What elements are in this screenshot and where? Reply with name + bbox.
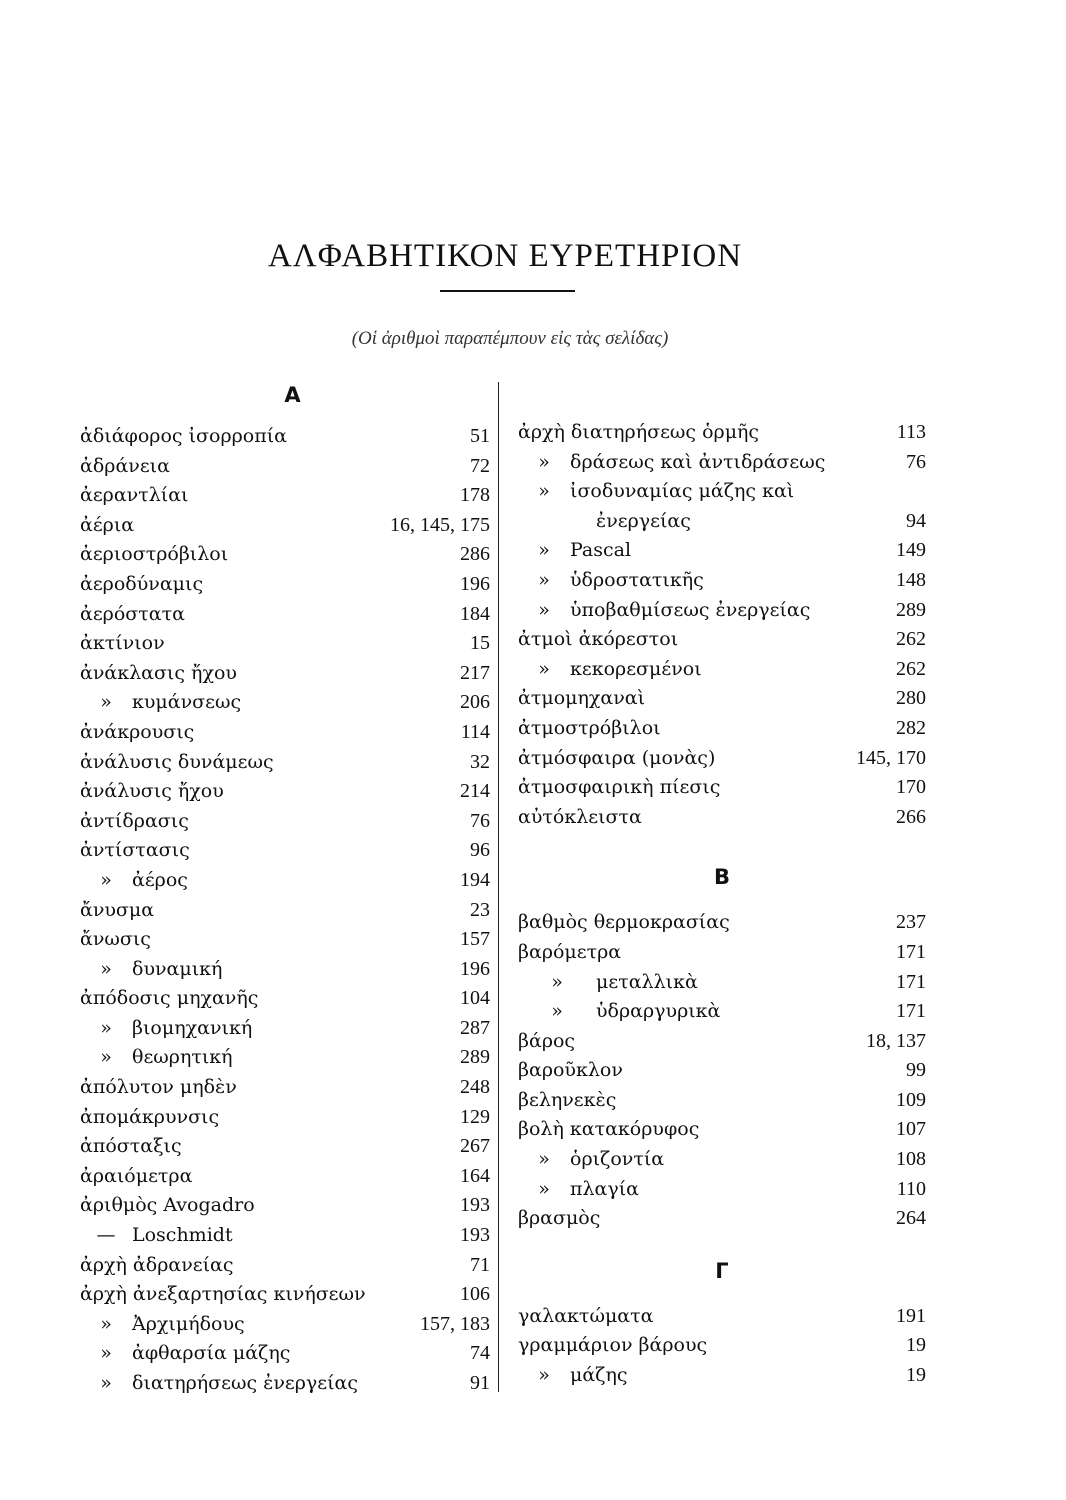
index-entry [80, 748, 490, 778]
index-entry [80, 1191, 490, 1221]
entry-term: βαροῦκλον [518, 1059, 623, 1082]
entry-page-number: 15 [470, 632, 490, 655]
index-list-gamma [518, 1302, 926, 1391]
entry-page-number: 109 [896, 1088, 926, 1111]
index-entry [80, 984, 490, 1014]
entry-term: δράσεως καὶ ἀντιδράσεως [570, 450, 826, 473]
entry-page-number: 262 [896, 628, 926, 651]
entry-page-number: 23 [470, 898, 490, 921]
index-entry [518, 1302, 926, 1332]
entry-page-number: 289 [460, 1046, 490, 1069]
entry-term: Ἀρχιμήδους [132, 1312, 245, 1335]
entry-term: βαρόμετρα [518, 940, 622, 963]
entry-page-number: 217 [460, 661, 490, 684]
index-entry [518, 596, 926, 626]
index-entry [518, 1145, 926, 1175]
entry-term: διατηρήσεως ἐνεργείας [132, 1372, 359, 1394]
entry-page-number: 170 [896, 776, 926, 799]
entry-page-number: 237 [896, 911, 926, 934]
entry-page-number: 214 [460, 780, 490, 803]
entry-page-number: 184 [460, 602, 490, 625]
entry-term: αὐτόκλειστα [518, 805, 642, 828]
entry-page-number: 157 [460, 928, 490, 951]
ditto-mark: » [100, 868, 112, 891]
entry-term: ἀρχὴ διατηρήσεως ὁρμῆς [518, 421, 760, 443]
entry-page-number: 106 [460, 1283, 490, 1306]
index-entry [518, 655, 926, 685]
index-entry [80, 570, 490, 600]
column-divider [498, 382, 499, 1392]
ditto-mark: » [538, 1148, 550, 1171]
section-letter-gamma: Γ [715, 1258, 729, 1283]
entry-page-number: 280 [896, 687, 926, 710]
index-entry [518, 997, 926, 1027]
entry-term: Pascal [570, 539, 632, 562]
entry-page-number: 51 [470, 425, 490, 447]
index-entry [518, 968, 926, 998]
entry-page-number: 196 [460, 572, 490, 595]
index-entry [518, 448, 926, 478]
entry-term: ἀεροδύναμις [80, 572, 204, 595]
index-entry [518, 1056, 926, 1086]
ditto-mark: » [100, 691, 112, 714]
index-entry [80, 600, 490, 630]
entry-term: ἀτμοσφαιρικὴ πίεσις [518, 776, 721, 799]
entry-term: ἀντίδρασις [80, 809, 189, 832]
entry-page-number: 74 [470, 1342, 490, 1365]
entry-term: ἀριθμὸς Avogadro [80, 1194, 255, 1217]
entry-page-number: 94 [906, 509, 926, 532]
index-entry [80, 1043, 490, 1073]
entry-page-number: 71 [470, 1253, 490, 1276]
entry-term: ὑποβαθμίσεως ἐνεργείας [570, 598, 811, 621]
index-entry [80, 896, 490, 926]
entry-term: ἀπόδοσις μηχανῆς [80, 987, 259, 1010]
entry-page-number: 178 [460, 484, 490, 507]
entry-term: βαθμὸς θερμοκρασίας [518, 911, 730, 934]
entry-term: ἀρχὴ ἀνεξαρτησίας κινήσεων [80, 1283, 366, 1306]
index-entry [80, 1073, 490, 1103]
entry-term: πλαγία [570, 1177, 639, 1200]
index-entry [80, 1369, 490, 1399]
entry-term: ὑδραργυρικὰ [596, 1000, 721, 1023]
index-entry [80, 481, 490, 511]
entry-page-number: 19 [906, 1334, 926, 1357]
entry-term: ἀερόστατα [80, 602, 185, 625]
ditto-mark: » [100, 957, 112, 980]
entry-page-number: 171 [896, 970, 926, 993]
entry-page-number: 164 [460, 1164, 490, 1187]
ditto-mark: » [100, 1312, 112, 1335]
index-entry [518, 625, 926, 655]
entry-term: ἀνάκλασις ἤχου [80, 661, 237, 684]
index-list-right-alpha [518, 418, 926, 832]
entry-page-number: 148 [896, 568, 926, 591]
entry-term: δυναμική [132, 957, 223, 980]
index-entry [80, 925, 490, 955]
entry-term: μεταλλικὰ [596, 970, 698, 993]
index-list-left [80, 422, 490, 1399]
index-entry [518, 566, 926, 596]
index-entry [80, 452, 490, 482]
index-entry [80, 1103, 490, 1133]
index-entry [518, 803, 926, 833]
entry-page-number: 110 [896, 1177, 926, 1200]
entry-page-number: 206 [460, 691, 490, 714]
ditto-mark: » [551, 1000, 563, 1023]
ditto-mark: » [538, 480, 550, 503]
ditto-mark: » [100, 1046, 112, 1069]
entry-term: ἀραιόμετρα [80, 1164, 193, 1187]
index-entry [80, 836, 490, 866]
entry-page-number: 193 [460, 1194, 490, 1217]
ditto-mark: » [100, 1016, 112, 1039]
index-entry [518, 507, 926, 537]
entry-page-number: 16, 145, 175 [390, 513, 490, 536]
index-entry [518, 684, 926, 714]
index-entry [80, 807, 490, 837]
ditto-mark: » [538, 568, 550, 591]
entry-page-number: 171 [896, 1000, 926, 1023]
section-letter-alpha: Α [284, 383, 301, 407]
entry-term: ἀκτίνιον [80, 632, 165, 655]
ditto-mark: » [538, 1364, 550, 1387]
index-entry [80, 1162, 490, 1192]
index-entry [518, 1027, 926, 1057]
index-entry [80, 659, 490, 689]
entry-term: ἀνάκρουσις [80, 720, 195, 743]
index-entry [80, 1014, 490, 1044]
ditto-mark: » [538, 598, 550, 621]
entry-term: ἀδράνεια [80, 454, 170, 477]
index-entry [518, 1115, 926, 1145]
entry-term: βάρος [518, 1029, 576, 1052]
entry-page-number: 191 [896, 1304, 926, 1327]
entry-page-number: 72 [470, 454, 490, 477]
index-entry [80, 866, 490, 896]
entry-page-number: 91 [470, 1372, 490, 1394]
entry-term: γαλακτώματα [518, 1304, 654, 1327]
index-entry [518, 908, 926, 938]
index-entry [518, 1331, 926, 1361]
entry-page-number: 157, 183 [420, 1312, 490, 1335]
ditto-mark: » [538, 1177, 550, 1200]
ditto-mark: » [100, 1372, 112, 1394]
entry-term: μάζης [570, 1364, 628, 1387]
entry-page-number: 171 [896, 940, 926, 963]
entry-page-number: 267 [460, 1135, 490, 1158]
entry-page-number: 114 [460, 720, 490, 743]
index-entry [80, 629, 490, 659]
entry-term: ἰσοδυναμίας μάζης καὶ [570, 480, 795, 503]
entry-term: ἀνάλυσις δυνάμεως [80, 750, 274, 773]
index-entry [518, 1175, 926, 1205]
entry-page-number: 96 [470, 839, 490, 862]
entry-term: Loschmidt [132, 1224, 233, 1247]
entry-term: ἀτμόσφαιρα (μονὰς) [518, 746, 716, 769]
entry-term: βεληνεκὲς [518, 1088, 617, 1111]
entry-term: θεωρητική [132, 1046, 233, 1069]
entry-term: ἀεραντλίαι [80, 484, 189, 507]
left-column [80, 380, 490, 1399]
entry-page-number: 104 [460, 987, 490, 1010]
index-entry [80, 422, 490, 452]
entry-page-number: 19 [906, 1364, 926, 1387]
entry-page-number: 287 [460, 1016, 490, 1039]
entry-page-number: 107 [896, 1118, 926, 1141]
index-list-beta [518, 908, 926, 1234]
entry-term: ἀέρος [132, 868, 188, 891]
entry-term: βολὴ κατακόρυφος [518, 1118, 700, 1141]
entry-term: κεκορεσμένοι [570, 657, 702, 680]
entry-page-number: 129 [460, 1105, 490, 1128]
entry-term: ὁριζοντία [570, 1148, 665, 1171]
index-entry [518, 1361, 926, 1391]
entry-page-number: 113 [896, 421, 926, 443]
index-entry [80, 1280, 490, 1310]
entry-page-number: 32 [470, 750, 490, 773]
entry-page-number: 266 [896, 805, 926, 828]
entry-term: ἀδιάφορος ἰσορροπία [80, 425, 287, 447]
entry-term: ἄνυσμα [80, 898, 155, 921]
index-entry [518, 536, 926, 566]
index-entry [80, 1310, 490, 1340]
entry-term: ἀπόσταξις [80, 1135, 182, 1158]
entry-term: ἐνεργείας [596, 509, 691, 532]
ditto-mark: » [538, 539, 550, 562]
ditto-mark: » [100, 1342, 112, 1365]
index-entry [80, 955, 490, 985]
entry-term: ἀρχὴ ἀδρανείας [80, 1253, 234, 1276]
index-entry [518, 773, 926, 803]
entry-page-number: 108 [896, 1148, 926, 1171]
entry-term: ἀπομάκρυνσις [80, 1105, 220, 1128]
index-entry [518, 938, 926, 968]
entry-page-number: 145, 170 [856, 746, 926, 769]
ditto-mark: » [538, 657, 550, 680]
index-entry [80, 540, 490, 570]
entry-page-number: 282 [896, 716, 926, 739]
entry-page-number: 262 [896, 657, 926, 680]
index-entry [518, 714, 926, 744]
entry-term: ἀντίστασις [80, 839, 190, 862]
entry-page-number: 18, 137 [866, 1029, 926, 1052]
entry-page-number: 76 [470, 809, 490, 832]
index-entry [80, 718, 490, 748]
ditto-mark: » [551, 970, 563, 993]
entry-term: βιομηχανική [132, 1016, 253, 1039]
ditto-mark: » [538, 450, 550, 473]
page-subtitle: (Οἱ ἀριθμοὶ παραπέμπουν εἰς τὰς σελίδας) [351, 328, 669, 349]
index-entry [80, 1221, 490, 1251]
entry-term: βρασμὸς [518, 1207, 601, 1230]
entry-term: ὑδροστατικῆς [570, 568, 704, 591]
index-entry [80, 688, 490, 718]
right-column [518, 418, 926, 1391]
page-title: ΑΛΦΑΒΗΤΙΚΟΝ ΕΥΡΕΤΗΡΙΟΝ [267, 238, 743, 274]
entry-term: ἀτμοὶ ἀκόρεστοι [518, 628, 679, 651]
index-entry [80, 1251, 490, 1281]
title-rule [440, 290, 575, 292]
entry-term: ἀνάλυσις ἤχου [80, 780, 224, 803]
index-entry [518, 477, 926, 507]
entry-page-number: 289 [896, 598, 926, 621]
entry-page-number: 196 [460, 957, 490, 980]
index-entry [518, 1086, 926, 1116]
entry-page-number: 99 [906, 1059, 926, 1082]
entry-term: ἀέρια [80, 513, 135, 536]
entry-page-number: 264 [896, 1207, 926, 1230]
entry-term: ἀεριοστρόβιλοι [80, 543, 229, 566]
entry-page-number: 76 [906, 450, 926, 473]
entry-page-number: 248 [460, 1076, 490, 1099]
entry-term: ἀτμομηχαναὶ [518, 687, 646, 710]
index-entry [80, 777, 490, 807]
entry-term: ἀφθαρσία μάζης [132, 1342, 291, 1365]
index-entry [80, 1132, 490, 1162]
index-entry [80, 1339, 490, 1369]
entry-term: γραμμάριον βάρους [518, 1334, 708, 1357]
entry-term: ἄνωσις [80, 928, 151, 951]
entry-page-number: 194 [460, 868, 490, 891]
index-entry [518, 1204, 926, 1234]
ditto-mark: — [96, 1224, 116, 1247]
entry-term: ἀπόλυτον μηδὲν [80, 1076, 237, 1099]
entry-term: ἀτμοστρόβιλοι [518, 716, 661, 739]
entry-term: κυμάνσεως [132, 691, 242, 714]
entry-page-number: 286 [460, 543, 490, 566]
entry-page-number: 149 [896, 539, 926, 562]
section-letter-beta: Β [713, 865, 730, 890]
index-entry [518, 744, 926, 774]
index-entry [518, 418, 926, 448]
index-entry [80, 511, 490, 541]
entry-page-number: 193 [460, 1224, 490, 1247]
